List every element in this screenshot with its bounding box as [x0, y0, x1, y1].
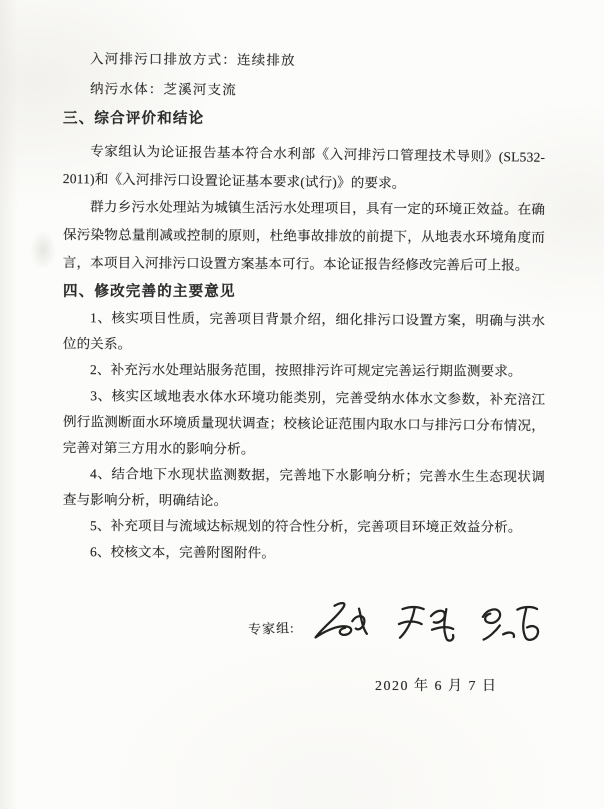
scan-smudge — [30, 230, 56, 270]
handwritten-signature-1 — [305, 593, 377, 652]
expert-group-label: 专家组: — [247, 620, 295, 637]
discharge-mode-line: 入河排污口排放方式：连续排放 — [89, 51, 296, 68]
section4-heading: 四、修改完善的主要意见 — [63, 284, 236, 300]
revision-item-4: 4、结合地下水现状监测数据，完善地下水影响分析；完善水生生态现状调查与影响分析，明确结论。 — [62, 466, 546, 509]
receiving-water-line: 纳污水体：芝溪河支流 — [89, 81, 238, 98]
revision-item-2: 2、补充污水处理站服务范围，按照排污许可规定完善运行期监测要求。 — [89, 362, 522, 379]
section3-paragraph-2: 群力乡污水处理站为城镇生活污水处理项目，具有一定的环境正效益。在确保污染物总量削减或控制的原则，杜绝事故排放的前提下，从地表水环境角度而言，本项目入河排污口设置方案基本可行。本论证报告经修改完善后可上报。 — [62, 199, 546, 273]
section3-heading: 三、综合评价和结论 — [63, 111, 205, 127]
handwritten-signature-3 — [476, 594, 546, 650]
revision-item-6: 6、校核文本，完善附图附件。 — [89, 544, 276, 561]
section3-paragraph-1: 专家组认为论证报告基本符合水利部《入河排污口管理技术导则》(SL532-2011)和《入河排污口设置论证基本要求(试行)》的要求。 — [62, 143, 546, 191]
handwritten-signature-2 — [392, 594, 462, 650]
revision-item-1: 1、核实项目性质，完善项目背景介绍，细化排污口设置方案，明确与洪水位的关系。 — [62, 310, 546, 352]
revision-item-3: 3、核实区域地表水体水环境功能类别，完善受纳水体水文参数，补充涪江例行监测断面水环境质量现状调查；校核论证范围内取水口与排污口分布情况，完善对第三方用水的影响分析。 — [62, 388, 546, 457]
document-date: 2020 年 6 月 7 日 — [375, 679, 498, 694]
signature-row — [248, 587, 545, 649]
revision-item-5: 5、补充项目与流域达标规划的符合性分析，完善项目环境正效益分析。 — [89, 518, 522, 535]
